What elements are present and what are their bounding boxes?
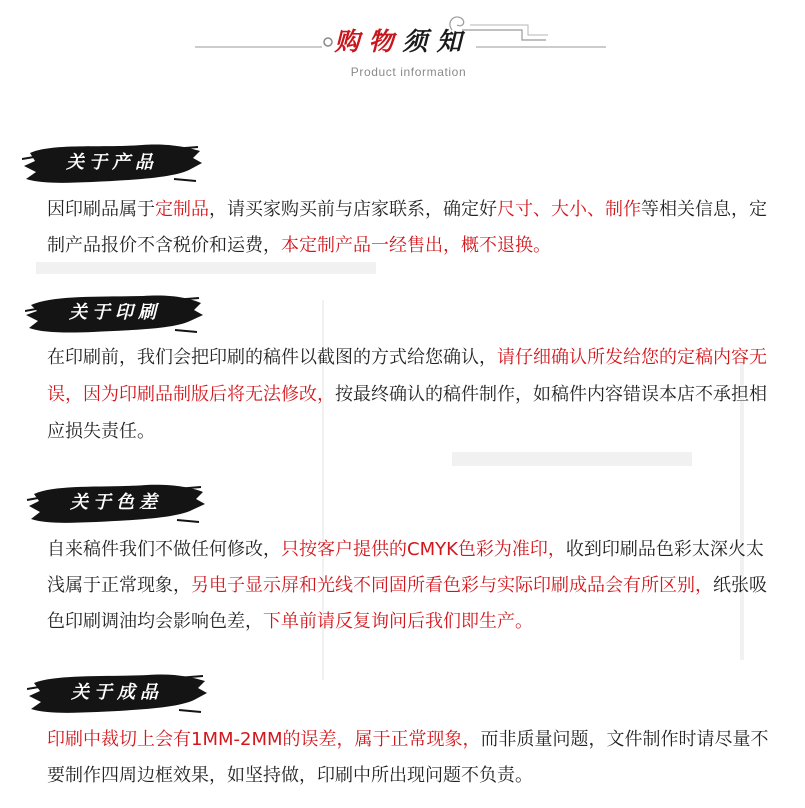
section-heading: 关于色差	[70, 492, 162, 513]
text-line	[47, 228, 787, 264]
text-segment: 自来稿件我们不做任何修改，	[47, 539, 281, 560]
highlight-segment: 请仔细确认所发给您的定稿内容无	[497, 347, 767, 368]
section-body-finished-product	[47, 722, 787, 794]
section-banner-product	[22, 139, 202, 187]
text-segment: 按最终确认的稿件制作，如稿件内容错误本店不承担相	[335, 384, 767, 405]
text-line	[47, 339, 787, 376]
text-line	[47, 192, 787, 228]
text-line	[47, 604, 787, 640]
highlight-segment: 尺寸、大小、制作	[497, 199, 641, 220]
text-segment: 等相关信息，定	[641, 199, 767, 220]
highlight-segment: 本定制产品一经售出，概不退换。	[281, 235, 551, 256]
text-line	[47, 758, 787, 794]
highlight-segment: 印刷中裁切上会有1MM-2MM的误差，属于正常现象，	[47, 729, 481, 750]
page-title	[0, 26, 805, 58]
text-segment: 纸张吸	[713, 575, 767, 596]
page-title-dark: 须知	[402, 27, 471, 56]
text-line	[47, 413, 787, 450]
text-segment: 在印刷前，我们会把印刷的稿件以截图的方式给您确认，	[47, 347, 497, 368]
page-subtitle: Product information	[350, 65, 467, 79]
section-heading: 关于产品	[66, 152, 158, 173]
text-line	[47, 722, 787, 758]
watermark-decoration	[452, 452, 692, 466]
highlight-segment: 只按客户提供的CMYK色彩为准印，	[281, 539, 566, 560]
text-segment: 制产品报价不含税价和运费，	[47, 235, 281, 256]
section-body-color-difference	[47, 532, 787, 640]
highlight-segment: 另电子显示屏和光线不同固所看色彩与实际印刷成品会有所区别，	[191, 575, 713, 596]
text-segment: 因印刷品属于	[47, 199, 155, 220]
section-body-printing	[47, 339, 787, 450]
section-heading: 关于印刷	[69, 302, 161, 323]
section-banner-finished-product	[27, 669, 207, 717]
highlight-segment: 误，因为印刷品制版后将无法修改，	[47, 384, 335, 405]
section-banner-color-difference	[26, 479, 206, 527]
text-line	[47, 568, 787, 604]
section-heading: 关于成品	[71, 682, 163, 703]
text-segment: 应损失责任。	[47, 421, 155, 442]
highlight-segment: 定制品	[155, 199, 209, 220]
text-line	[47, 376, 787, 413]
text-segment: 色印刷调油均会影响色差，	[47, 611, 263, 632]
highlight-segment: 下单前请反复询问后我们即生产。	[263, 611, 533, 632]
section-body-product	[47, 192, 787, 264]
text-segment: 收到印刷品色彩太深火太	[565, 539, 764, 560]
text-segment: 浅属于正常现象，	[47, 575, 191, 596]
text-line	[47, 532, 787, 568]
text-segment: ，请买家购买前与店家联系，确定好	[209, 199, 497, 220]
text-segment: 要制作四周边框效果，如坚持做，印刷中所出现问题不负责。	[47, 765, 533, 786]
text-segment: 而非质量问题，文件制作时请尽量不	[480, 729, 769, 750]
page-title-red: 购物	[334, 27, 403, 56]
section-banner-printing	[25, 289, 205, 337]
